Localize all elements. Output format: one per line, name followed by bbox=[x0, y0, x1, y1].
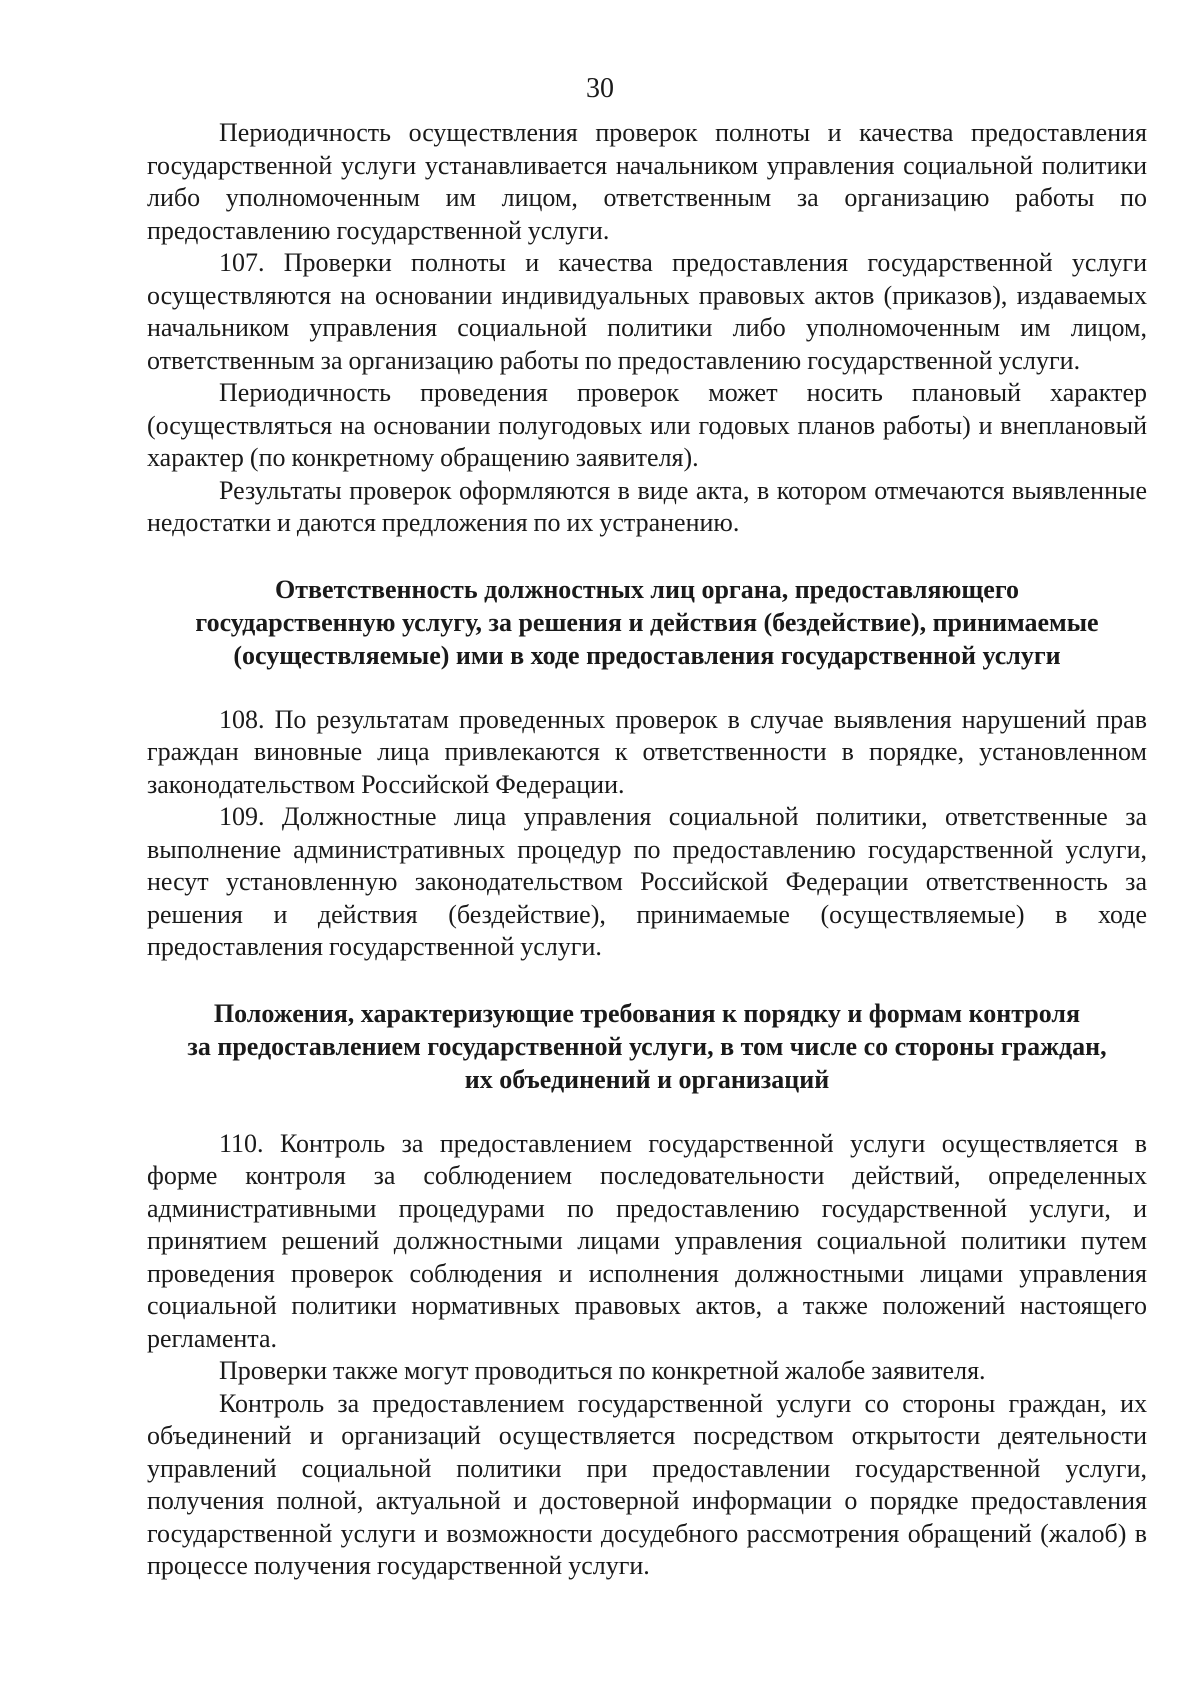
paragraph-results: Результаты проверок оформляются в виде акта, в котором отмечаются выявленные недостатки и даются предложения по их устранению. bbox=[147, 475, 1147, 537]
spacer bbox=[147, 964, 1147, 997]
paragraph-108: 108. По результатам проведенных проверок в случае выявления нарушений прав граждан виновные лица привлекаются к ответственности в порядке, установленном законодательством Российской Федерации. bbox=[147, 704, 1147, 799]
paragraph-periodicity-character: Периодичность проведения проверок может носить плановый характер (осуществляться на основании полугодовых или годовых планов работы) и внеплановый характер (по конкретному обращению заявителя). bbox=[147, 378, 1147, 472]
paragraph-public-control: Контроль за предоставлением государственной услуги со стороны граждан, их объединений и организаций осуществляется посредством открытости деятельности управлений социальной политики при предоставлении государственной услуги, получения полной, актуальной и достоверной информации о порядке предоставления государственной услуги и возможности досудебного рассмотрения обращений (жалоб) в процессе получения государственной услуги. bbox=[147, 1388, 1147, 1580]
paragraph-periodicity-establishment: Периодичность осуществления проверок полноты и качества предоставления государственной услуги устанавливается начальником управления социальной политики либо уполномоченным им лицом, ответственным за организацию работы по предоставлению государственной услуги. bbox=[147, 118, 1147, 245]
paragraph-107: 107. Проверки полноты и качества предоставления государственной услуги осуществляются на основании индивидуальных правовых актов (приказов), издаваемых начальником управления социальной политики либо уполномоченным им лицом, ответственным за организацию работы по предоставлению государственной услуги. bbox=[147, 248, 1147, 375]
spacer bbox=[147, 540, 1147, 573]
spacer bbox=[147, 672, 1147, 704]
page-number: 30 bbox=[586, 73, 614, 104]
paragraph-110: 110. Контроль за предоставлением государственной услуги осуществляется в форме контроля за соблюдением последовательности действий, определенных административными процедурами по предоставлению государственной услуги, и принятием решений должностными лицами управления социальной политики путем проведения проверок соблюдения и исполнения должностными лицами управления социальной политики нормативных правовых актов, а также положений настоящего регламента. bbox=[147, 1128, 1147, 1353]
section-heading-control-provisions: Положения, характеризующие требования к порядку и формам контроля за предоставлением государственной услуги, в том числе со стороны граждан, их объединений и организаций bbox=[187, 998, 1107, 1094]
section-heading-responsibility: Ответственность должностных лиц органа, предоставляющего государственную услугу, за решения и действия (бездействие), принимаемые (осуществляемые) ими в ходе предоставления государственной услуги bbox=[195, 574, 1099, 670]
document-body bbox=[147, 117, 1147, 1583]
paragraph-complaint-checks: Проверки также могут проводиться по конкретной жалобе заявителя. bbox=[219, 1356, 986, 1385]
spacer bbox=[147, 1096, 1147, 1128]
paragraph-109: 109. Должностные лица управления социальной политики, ответственные за выполнение административных процедур по предоставлению государственной услуги, несут установленную законодательством Российской Федерации ответственность за решения и действия (бездействие), принимаемые (осуществляемые) в ходе предоставления государственной услуги. bbox=[147, 802, 1147, 961]
